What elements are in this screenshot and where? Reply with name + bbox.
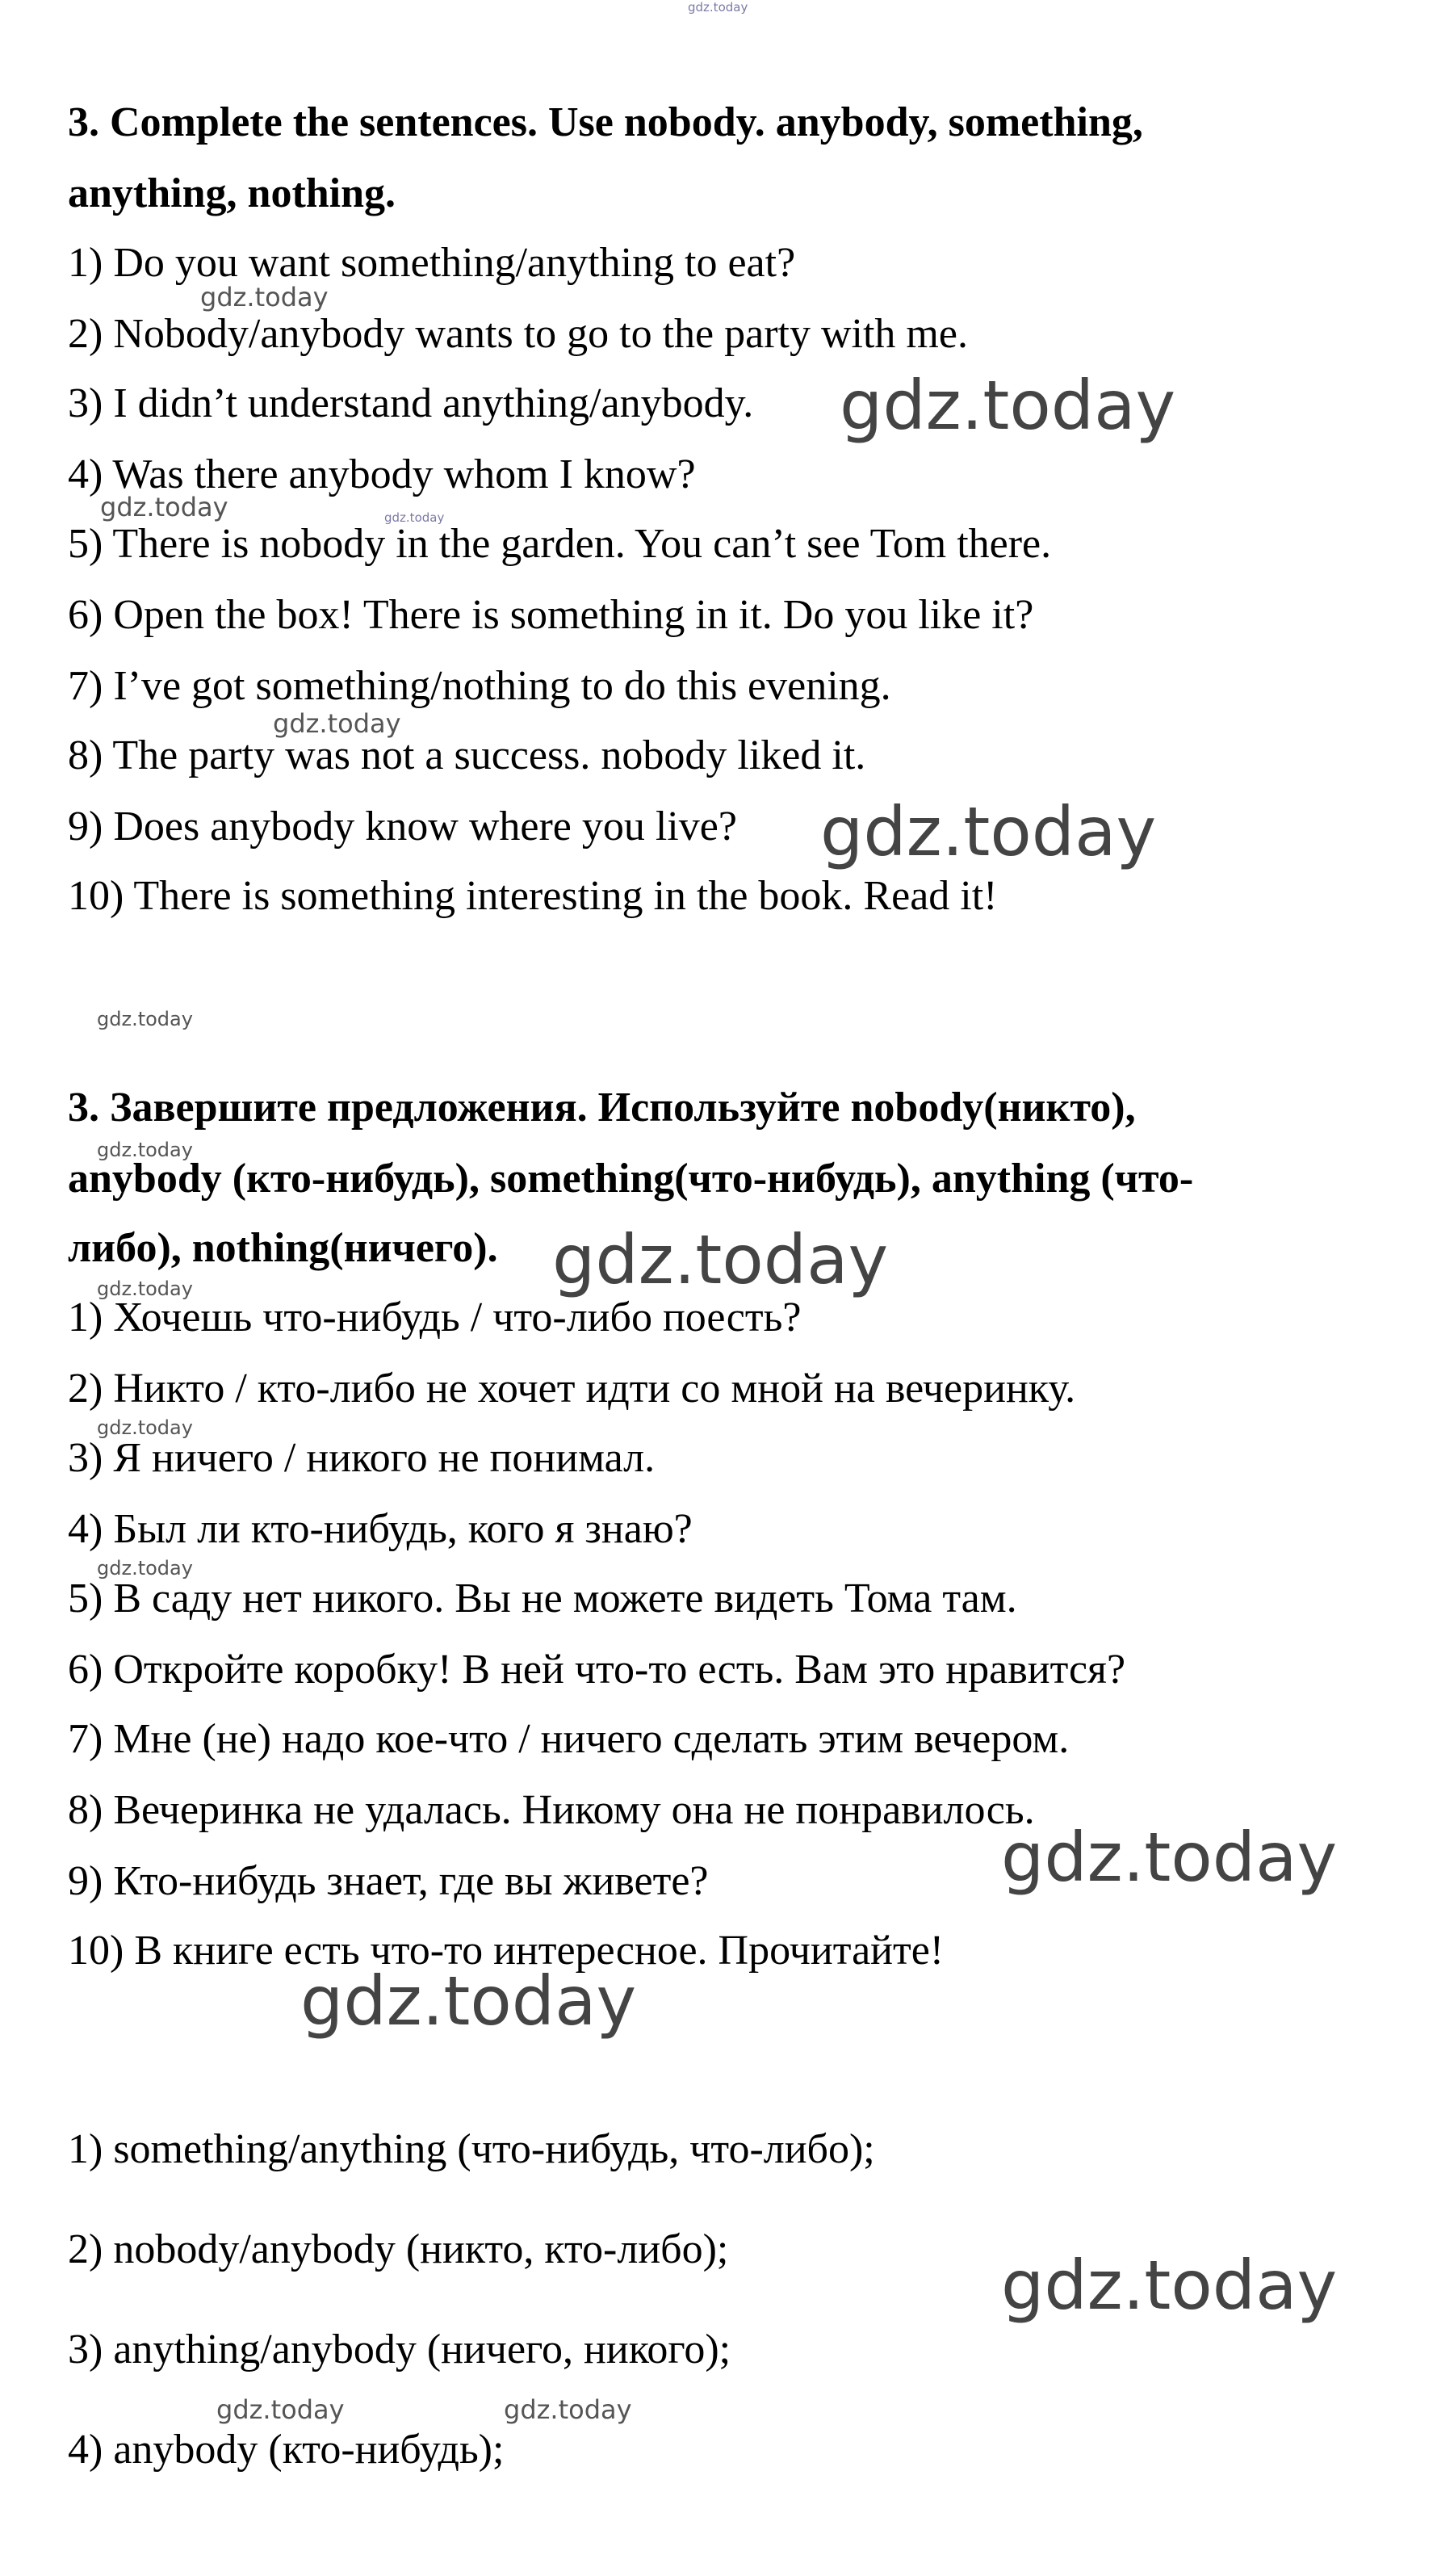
- english-heading-line-2: anything, nothing.: [68, 170, 396, 216]
- watermark-text: gdz.today: [1001, 2246, 1338, 2325]
- russian-sentence-8: 8) Вечеринка не удалась. Никому она не понравилось.: [68, 1787, 1035, 1833]
- watermark-text: gdz.today: [840, 366, 1176, 445]
- watermark-text: gdz.today: [1001, 1818, 1338, 1897]
- english-sentence-1: 1) Do you want something/anything to eat?: [68, 240, 796, 286]
- watermark-text: gdz.today: [100, 492, 228, 522]
- russian-heading-line-2: anybody (кто-нибудь), something(что-нибудь), anything (что-: [68, 1156, 1194, 1202]
- english-sentence-6: 6) Open the box! There is something in it. Do you like it?: [68, 592, 1034, 638]
- russian-sentence-7: 7) Мне (не) надо кое-что / ничего сделать этим вечером.: [68, 1716, 1070, 1762]
- answer-1: 1) something/anything (что-нибудь, что-либо);: [68, 2126, 875, 2172]
- watermark-text: gdz.today: [300, 1961, 637, 2041]
- watermark-text: gdz.today: [97, 1557, 193, 1580]
- russian-sentence-4: 4) Был ли кто-нибудь, кого я знаю?: [68, 1506, 693, 1552]
- english-sentence-3: 3) I didn’t understand anything/anybody.: [68, 380, 754, 426]
- russian-sentence-9: 9) Кто-нибудь знает, где вы живете?: [68, 1858, 709, 1904]
- answer-2: 2) nobody/anybody (никто, кто-либо);: [68, 2226, 729, 2272]
- watermark-text: gdz.today: [688, 0, 748, 15]
- english-sentence-2: 2) Nobody/anybody wants to go to the party with me.: [68, 311, 968, 357]
- answer-3: 3) anything/anybody (ничего, никого);: [68, 2326, 731, 2373]
- watermark-text: gdz.today: [552, 1220, 889, 1299]
- watermark-text: gdz.today: [216, 2394, 345, 2425]
- russian-heading-line-1: 3. Завершите предложения. Используйте nobody(никто),: [68, 1085, 1136, 1131]
- russian-sentence-5: 5) В саду нет никого. Вы не можете видеть Тома там.: [68, 1575, 1017, 1622]
- watermark-text: gdz.today: [97, 1278, 193, 1300]
- watermark-text: gdz.today: [504, 2394, 632, 2425]
- russian-sentence-10: 10) В книге есть что-то интересное. Прочитайте!: [68, 1928, 945, 1974]
- english-sentence-4: 4) Was there anybody whom I know?: [68, 451, 696, 497]
- russian-sentence-2: 2) Никто / кто-либо не хочет идти со мной на вечеринку.: [68, 1366, 1076, 1412]
- russian-heading-line-3: либо), nothing(ничего).: [68, 1225, 498, 1271]
- russian-sentence-1: 1) Хочешь что-нибудь / что-либо поесть?: [68, 1294, 802, 1340]
- russian-sentence-6: 6) Откройте коробку! В ней что-то есть. Вам это нравится?: [68, 1647, 1126, 1693]
- english-sentence-8: 8) The party was not a success. nobody liked it.: [68, 732, 866, 778]
- watermark-text: gdz.today: [97, 1416, 193, 1439]
- watermark-text: gdz.today: [200, 282, 329, 313]
- english-heading-line-1: 3. Complete the sentences. Use nobody. anybody, something,: [68, 99, 1143, 145]
- english-sentence-5: 5) There is nobody in the garden. You can’t see Tom there.: [68, 521, 1052, 567]
- watermark-text: gdz.today: [97, 1008, 193, 1030]
- watermark-text: gdz.today: [384, 510, 445, 525]
- english-sentence-9: 9) Does anybody know where you live?: [68, 803, 737, 850]
- watermark-text: gdz.today: [820, 792, 1157, 871]
- russian-sentence-3: 3) Я ничего / никого не понимал.: [68, 1435, 656, 1481]
- english-sentence-10: 10) There is something interesting in the book. Read it!: [68, 873, 998, 919]
- answer-4: 4) anybody (кто-нибудь);: [68, 2427, 505, 2473]
- watermark-text: gdz.today: [273, 708, 401, 739]
- watermark-text: gdz.today: [97, 1139, 193, 1161]
- english-sentence-7: 7) I’ve got something/nothing to do this evening.: [68, 663, 891, 709]
